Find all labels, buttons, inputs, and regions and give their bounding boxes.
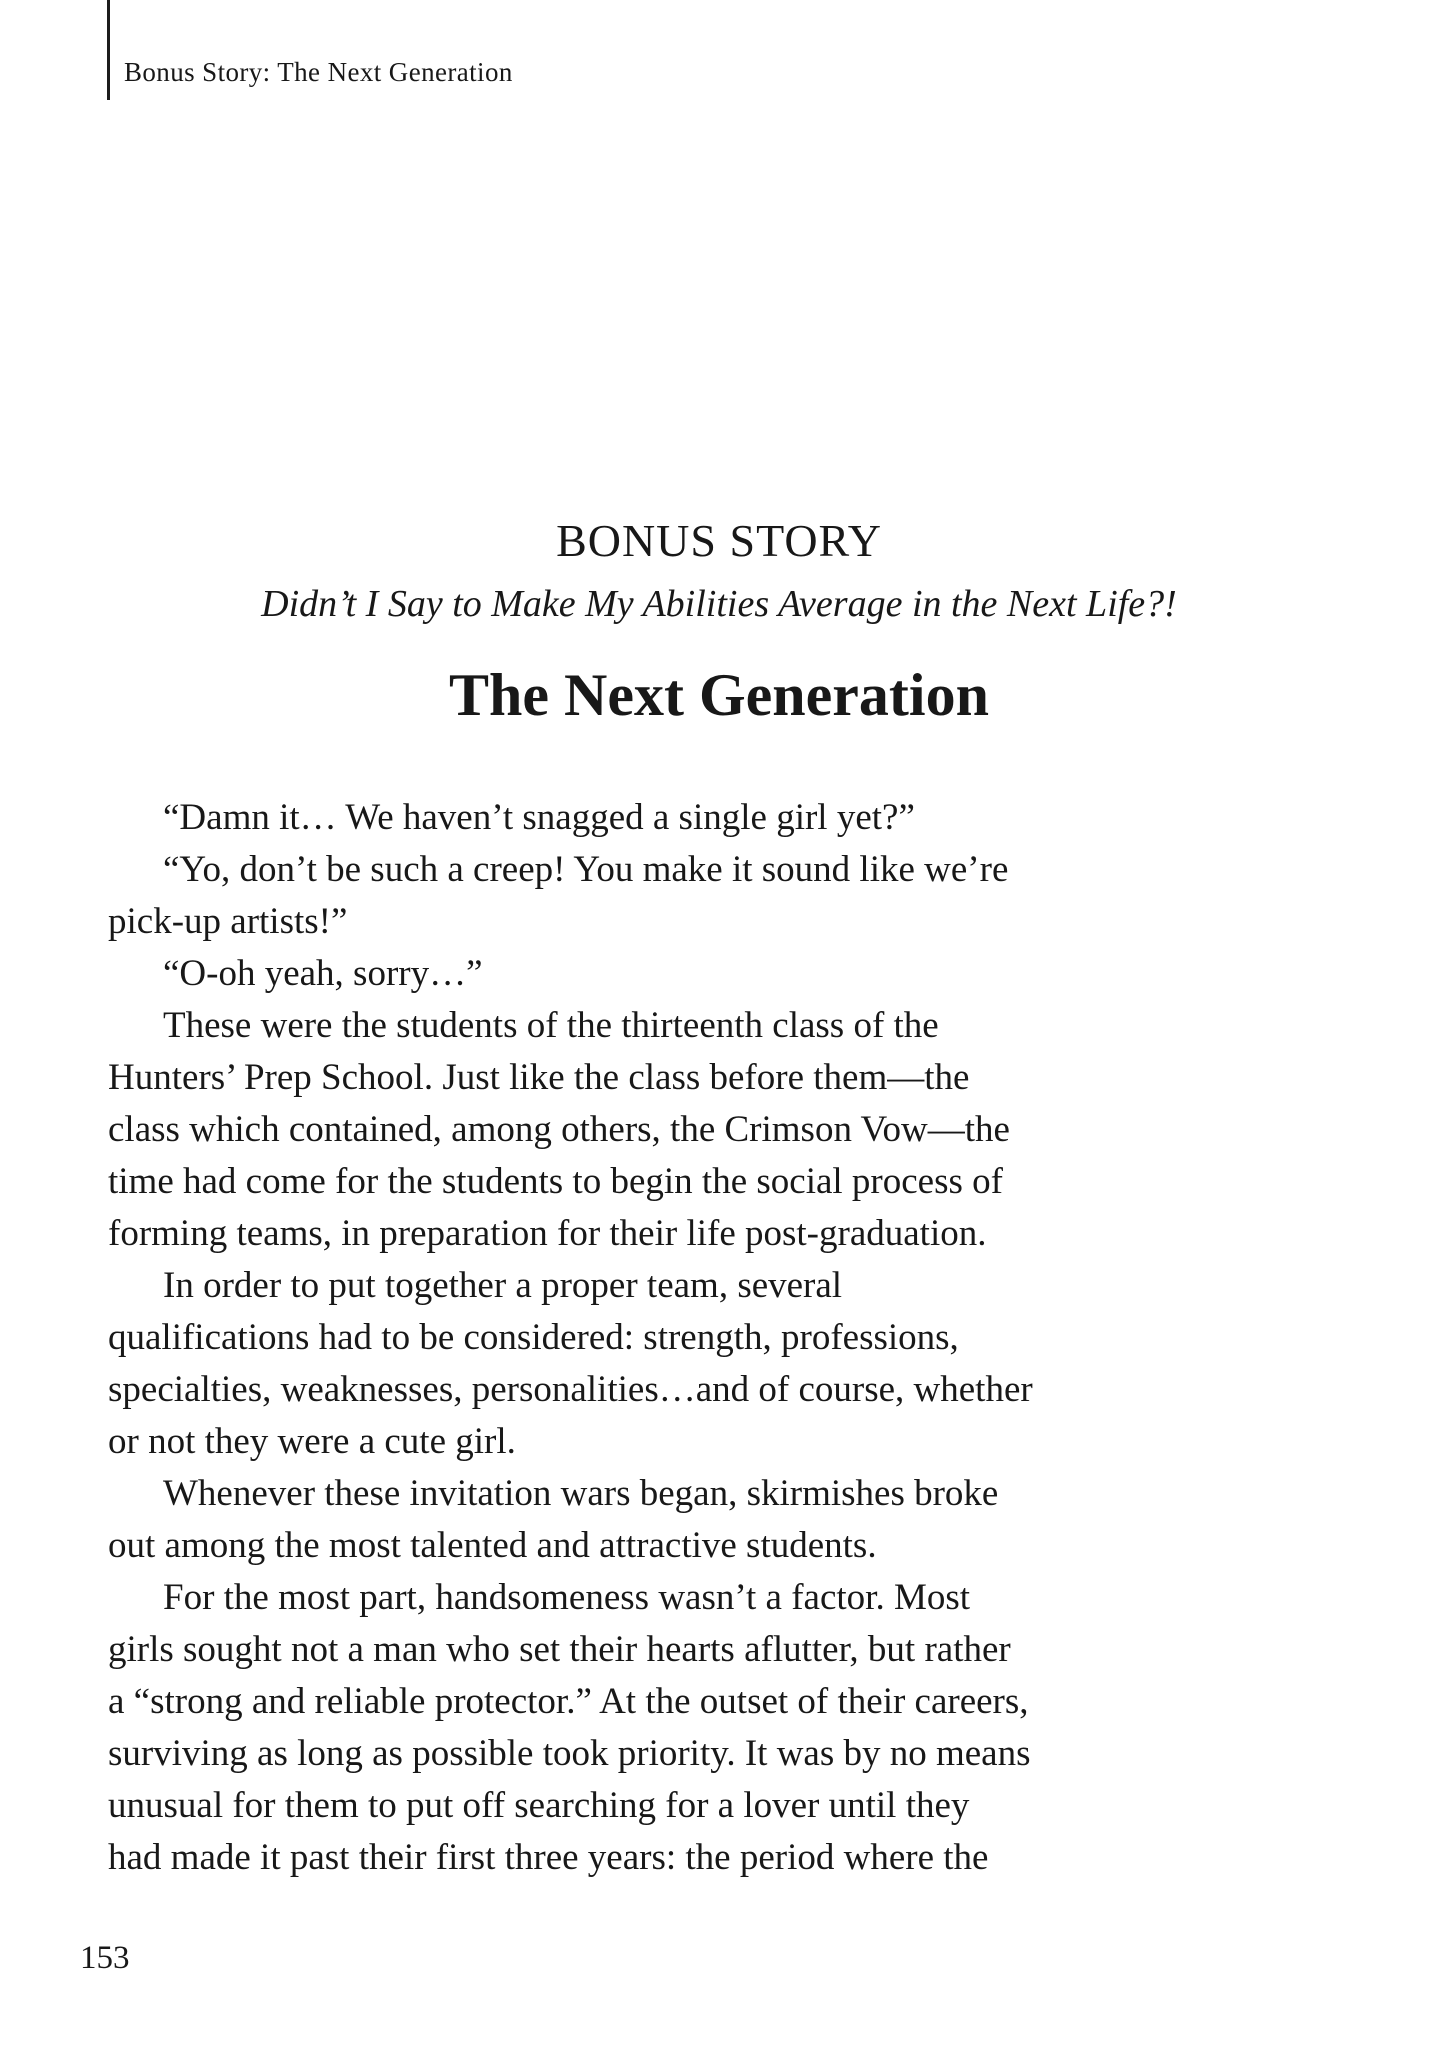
body-line: These were the students of the thirteenth class of the	[163, 1005, 939, 1047]
body-line: girls sought not a man who set their hearts aflutter, but rather	[108, 1629, 1011, 1671]
paragraph	[108, 948, 1330, 1000]
series-title: Didn’t I Say to Make My Abilities Average in the Next Life?!	[261, 582, 1177, 625]
paragraph	[108, 1572, 1330, 1884]
body-line: time had come for the students to begin the social process of	[108, 1161, 1003, 1203]
body-line: or not they were a cute girl.	[108, 1421, 516, 1463]
story-text	[108, 792, 1330, 1884]
bonus-story-kicker: BONUS STORY	[556, 515, 882, 566]
body-line: “O-oh yeah, sorry…”	[163, 953, 483, 995]
page-number: 153	[80, 1940, 130, 1976]
body-line: Hunters’ Prep School. Just like the class before them—the	[108, 1057, 970, 1099]
body-line: In order to put together a proper team, several	[163, 1265, 843, 1307]
body-line: pick-up artists!”	[108, 901, 348, 943]
body-line: had made it past their first three years: the period where the	[108, 1837, 989, 1879]
body-line: class which contained, among others, the Crimson Vow—the	[108, 1109, 1010, 1151]
body-line: forming teams, in preparation for their life post-graduation.	[108, 1213, 987, 1255]
body-line: Whenever these invitation wars began, skirmishes broke	[163, 1473, 999, 1515]
chapter-title: The Next Generation	[449, 662, 989, 729]
body-line: specialties, weaknesses, personalities…and of course, whether	[108, 1369, 1033, 1411]
body-line: unusual for them to put off searching for a lover until they	[108, 1785, 970, 1827]
paragraph	[108, 1468, 1330, 1572]
body-line: a “strong and reliable protector.” At the outset of their careers,	[108, 1681, 1029, 1723]
paragraph	[108, 792, 1330, 844]
paragraph	[108, 1260, 1330, 1468]
text-column	[108, 0, 1330, 1884]
body-line: surviving as long as possible took priority. It was by no means	[108, 1733, 1031, 1775]
body-line: qualifications had to be considered: strength, professions,	[108, 1317, 959, 1359]
body-line: “Damn it… We haven’t snagged a single girl yet?”	[163, 797, 915, 839]
body-line: “Yo, don’t be such a creep! You make it sound like we’re	[163, 849, 1009, 891]
paragraph	[108, 844, 1330, 948]
running-header-text: Bonus Story: The Next Generation	[124, 57, 513, 87]
paragraph	[108, 1000, 1330, 1260]
body-line: out among the most talented and attractive students.	[108, 1525, 877, 1567]
body-line: For the most part, handsomeness wasn’t a factor. Most	[163, 1577, 971, 1619]
